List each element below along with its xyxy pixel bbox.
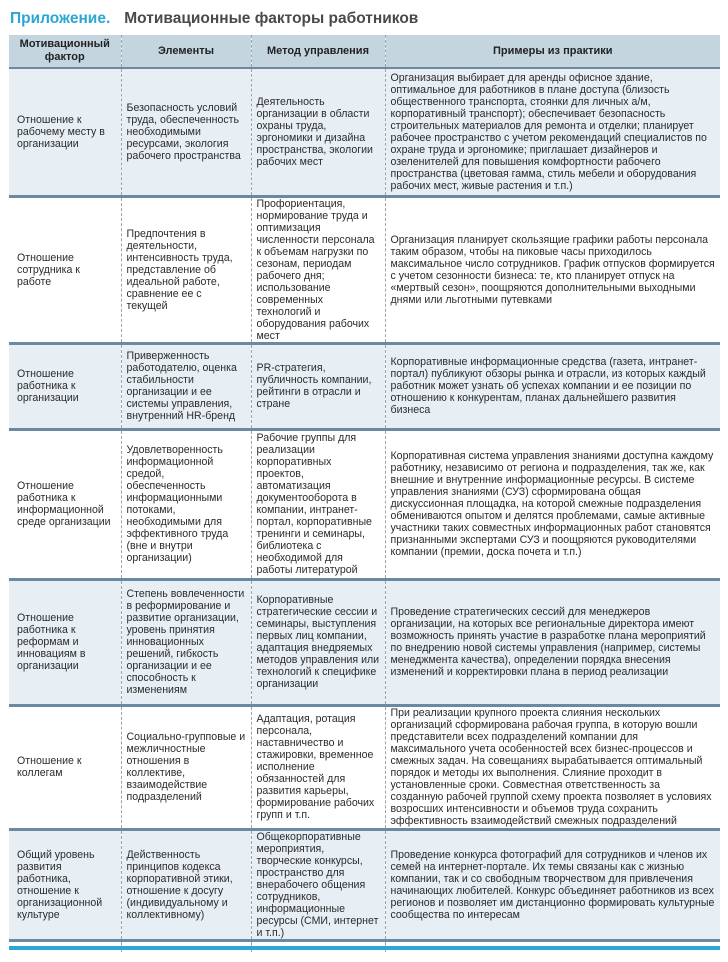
factor-cell: Отношение к коллегам bbox=[9, 705, 121, 829]
column-header-elements: Элементы bbox=[121, 35, 251, 68]
column-header-factor: Мотивационный фактор bbox=[9, 35, 121, 68]
example-cell: Организация планирует скользящие графики работы персонала таким образом, чтобы на пиковые часы приходилось максимальное число сотрудников. График отпусков формируется с учетом сезонности бизнеса: те, кто планирует отпуск на «мертвый сезон», поощряются дополнительными выходными днями или льготными путевками bbox=[385, 196, 720, 343]
factor-cell: Отношение работника к информационной среде организации bbox=[9, 429, 121, 579]
example-cell: При реализации крупного проекта слияния нескольких организаций сформирована рабочая группа, в которую вошли представители всех подразделений компании для максимального учета особенностей всех бизнес-процессов и смежных задач. На совещаниях вырабатывается оптимальный порядок и методы их выполнения. Слияние проходит в установленные сроки. Совместная ответственность за созданную рабочей группой схему проекта позволяет в условиях возросших интенсивности и объемов труда сохранить эффективность взаимодействий смежных подразделений bbox=[385, 705, 720, 829]
table-row bbox=[9, 829, 720, 940]
elements-cell: Безопасность условий труда, обеспеченность необходимыми ресурсами, экология рабочего пространства bbox=[121, 68, 251, 196]
example-cell: Проведение стратегических сессий для менеджеров организации, на которых все региональные директора имеют возможность принять участие в разработке плана мероприятий по внедрению новой системы управления (например, системы менеджмента качества), определении порядка внесения изменений и корректировки плана в период реализации bbox=[385, 579, 720, 705]
factor-cell: Отношение работника к организации bbox=[9, 343, 121, 429]
method-cell: Общекорпоративные мероприятия, творческие конкурсы, пространство для внерабочего общения сотрудников, информационные ресурсы (СМИ, интернет и т.п.) bbox=[251, 829, 385, 940]
elements-cell: Приверженность работодателю, оценка стабильности организации и ее системы управления, внутренний HR-бренд bbox=[121, 343, 251, 429]
example-cell: Проведение конкурса фотографий для сотрудников и членов их семей на интернет-портале. Их темы связаны как с жизнью компании, так и со свободным творчеством для привлечения начинающих любителей. Конкурс объединяет работников из всех регионов и позволяет им дистанционно формировать культурные сообщества по интересам bbox=[385, 829, 720, 940]
elements-cell: Социально-групповые и межличностные отношения в коллективе, взаимодействие подразделений bbox=[121, 705, 251, 829]
column-header-method: Метод управления bbox=[251, 35, 385, 68]
example-cell: Организация выбирает для аренды офисное здание, оптимальное для работников в плане доступа (близость общественного транспорта, стоянки для личных а/м, корпоративный транспорт); обеспечивает безопасность строительных материалов для ремонта и отделки; планирует рабочее пространство с учетом рекомендаций специалистов по охране труда и эргономике; приглашает дизайнеров и озеленителей для повышения комфортности рабочего пространства (цветовая гамма, стиль мебели и оборудования рабочих мест, живые растения и т.п.) bbox=[385, 68, 720, 196]
example-cell: Корпоративная система управления знаниями доступна каждому работнику, независимо от региона и подразделения, так же, как внешние и внутренние информационные ресурсы. В системе управления знаниями (СУЗ) сформирована общая дискуссионная площадка, на которой смежные подразделения обмениваются опытом и делятся проблемами, самые активные участники таких совместных информационных работ становятся признанными экспертами СУЗ и поощряются руководителями компании (премии, доска почета и т.п.) bbox=[385, 429, 720, 579]
method-cell: Рабочие группы для реализации корпоративных проектов, автоматизация документооборота в компании, интранет-портал, корпоративные тренинги и семинары, библиотека с необходимой для работы литературой bbox=[251, 429, 385, 579]
table-row bbox=[9, 579, 720, 705]
factor-cell: Отношение к рабочему месту в организации bbox=[9, 68, 121, 196]
column-header-examples: Примеры из практики bbox=[385, 35, 720, 68]
motivation-factors-table bbox=[9, 35, 720, 952]
method-cell: Деятельность организации в области охраны труда, эргономики и дизайна пространства, экологии рабочих мест bbox=[251, 68, 385, 196]
elements-cell: Действенность принципов кодекса корпоративной этики, отношение к досугу (индивидуальному и коллективному) bbox=[121, 829, 251, 940]
table-row bbox=[9, 343, 720, 429]
table-header-row bbox=[9, 35, 720, 68]
method-cell: PR-стратегия, публичность компании, рейтинги в отрасли и стране bbox=[251, 343, 385, 429]
table-row bbox=[9, 68, 720, 196]
page-heading bbox=[10, 6, 418, 32]
method-cell: Корпоративные стратегические сессии и семинары, выступления первых лиц компании, адаптация внедряемых методов управления или технологий к специфике организации bbox=[251, 579, 385, 705]
elements-cell: Предпочтения в деятельности, интенсивность труда, представление об идеальной работе, сравнение ее с текущей bbox=[121, 196, 251, 343]
appendix-label: Приложение. bbox=[10, 10, 111, 27]
page-title: Мотивационные факторы работников bbox=[124, 10, 419, 27]
bottom-divider bbox=[9, 946, 720, 950]
table-row bbox=[9, 705, 720, 829]
table-row bbox=[9, 196, 720, 343]
method-cell: Профориентация, нормирование труда и оптимизация численности персонала к объемам нагрузки по сезонам, периодам рабочего дня; использование современных технологий и оборудования рабочих мест bbox=[251, 196, 385, 343]
example-cell: Корпоративные информационные средства (газета, интранет-портал) публикуют обзоры рынка и отрасли, из которых каждый работник может узнать об успехах компании и ее позиции по отношению к конкурентам, планах дальнейшего развития бизнеса bbox=[385, 343, 720, 429]
factor-cell: Общий уровень развития работника, отношение к организационной культуре bbox=[9, 829, 121, 940]
factor-cell: Отношение работника к реформам и инновациям в организации bbox=[9, 579, 121, 705]
factor-cell: Отношение сотрудника к работе bbox=[9, 196, 121, 343]
table-row bbox=[9, 429, 720, 579]
elements-cell: Степень вовлеченности в реформирование и развитие организации, уровень принятия инновационных решений, гибкость организации и ее способность к изменениям bbox=[121, 579, 251, 705]
method-cell: Адаптация, ротация персонала, наставничество и стажировки, временное исполнение обязанностей для развития карьеры, формирование рабочих групп и т.п. bbox=[251, 705, 385, 829]
elements-cell: Удовлетворенность информационной средой, обеспеченность информационными потоками, необходимыми для эффективного труда (вне и внутри организации) bbox=[121, 429, 251, 579]
